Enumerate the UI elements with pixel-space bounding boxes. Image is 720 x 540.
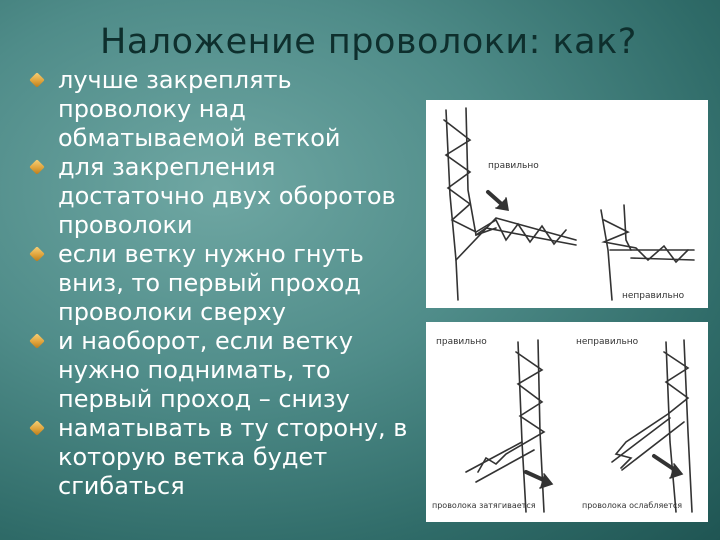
slide-title: Наложение проволоки: как? (100, 22, 637, 62)
bullet-item (28, 153, 418, 240)
bullet-text: наматывать в ту сторону, в которую ветка будет сгибаться (58, 414, 408, 500)
bullet-item (28, 66, 418, 153)
bullet-item (28, 414, 418, 501)
caption-tightens: проволока затягивается (432, 501, 536, 510)
label-correct: правильно (488, 161, 539, 171)
diamond-bullet-icon (29, 333, 44, 348)
label-correct: правильно (436, 337, 487, 347)
bullet-text: и наоборот, если ветку нужно поднимать, то первый проход – снизу (58, 327, 354, 413)
bullet-item (28, 327, 418, 414)
branch-wiring-drawing-bottom (426, 322, 708, 522)
diamond-bullet-icon (29, 246, 44, 261)
label-wrong: неправильно (576, 337, 639, 347)
diamond-bullet-icon (29, 72, 44, 87)
wiring-illustration-top (426, 100, 708, 308)
diamond-bullet-icon (29, 159, 44, 174)
diamond-bullet-icon (29, 420, 44, 435)
bullet-text: для закрепления достаточно двух оборотов проволоки (58, 153, 396, 239)
branch-wiring-drawing-top (426, 100, 708, 308)
bullet-text: лучше закреплять проволоку над обматываемой веткой (58, 66, 341, 152)
caption-loosens: проволока ослабляется (582, 501, 683, 510)
bullet-list (28, 66, 418, 501)
wiring-illustration-bottom (426, 322, 708, 522)
bullet-item (28, 240, 418, 327)
label-wrong: неправильно (622, 291, 685, 301)
bullet-text: если ветку нужно гнуть вниз, то первый проход проволоки сверху (58, 240, 364, 326)
